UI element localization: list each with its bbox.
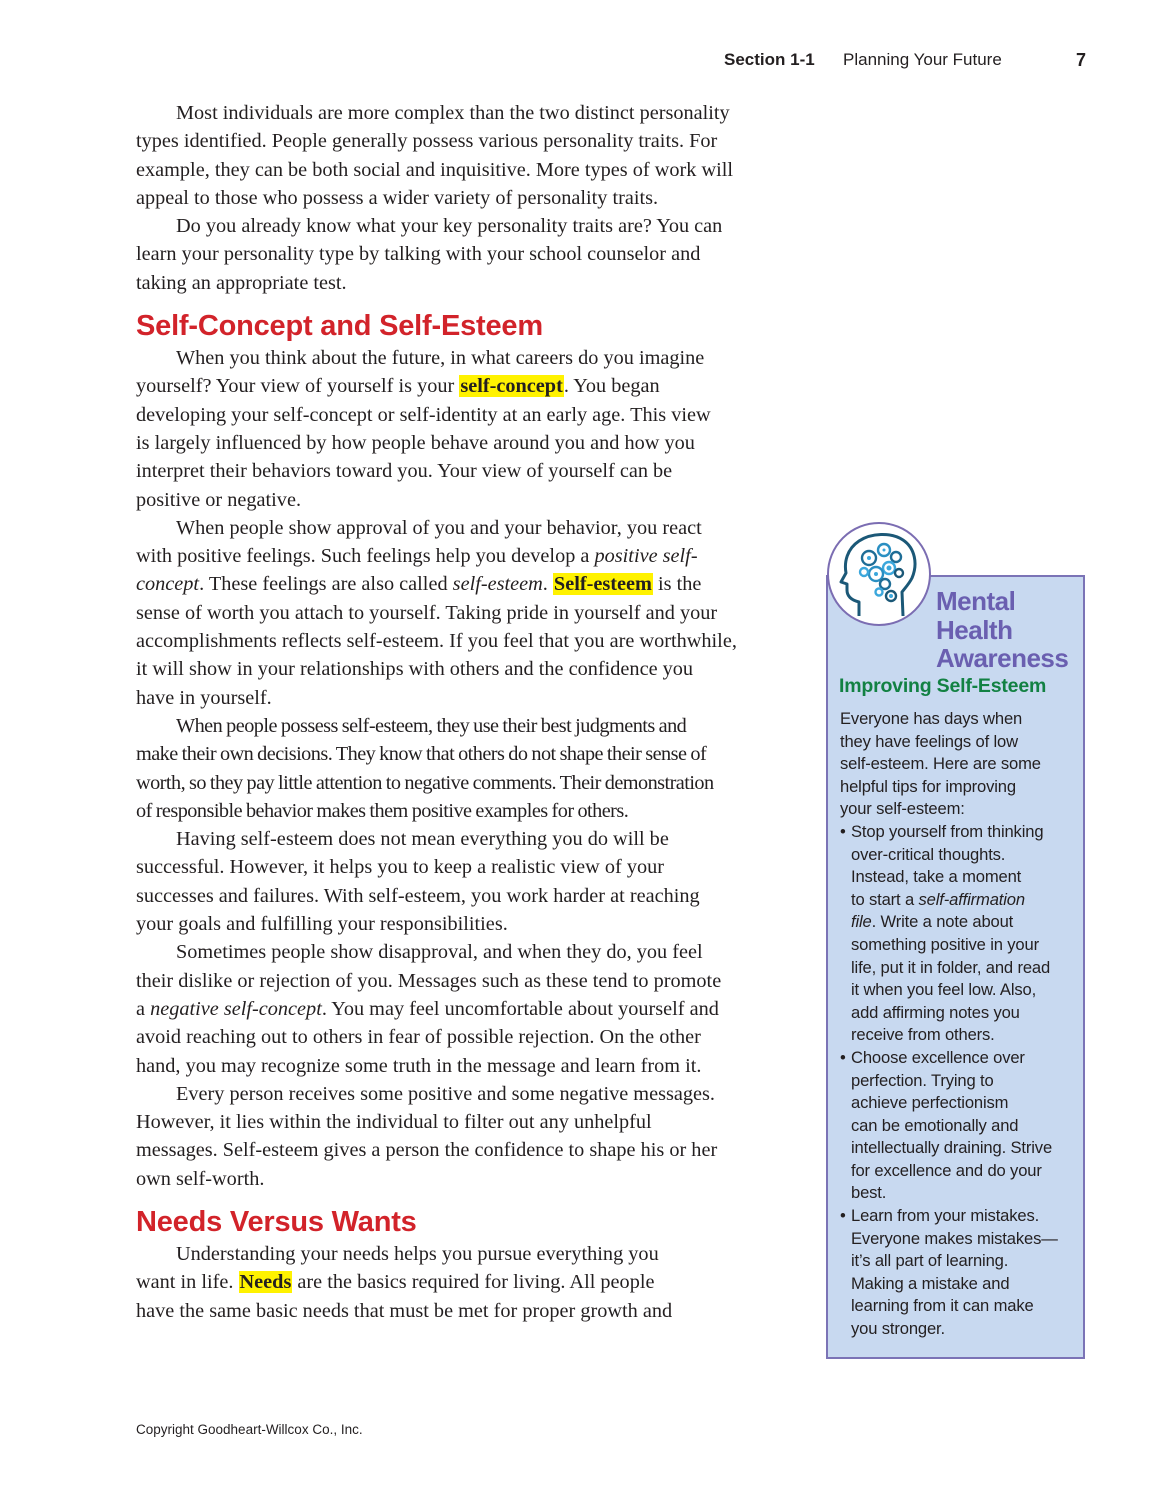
self-concept-paragraph-5: Sometimes people show disapproval, and when they do, you feel their dislike or rejection of you. Messages such as these tend to promote a negative self-concept. You may feel uncomfortable about yourself and avoid reaching out to others in fear of possible rejection. On the other hand, you may recognize some truth in the message and learn from it. (136, 941, 722, 1077)
mental-health-sidebar (826, 575, 1085, 1359)
sidebar-body: Everyone has days when they have feelings of low self-esteem. Here are some helpful tips for improving your self-esteem: • Stop yourself from thinking over-critical thoughts. Instead, take a moment to start a self-affirmation file. Write a note about something positive in your life, put it in folder, and read it when you feel low. Also, add affirming notes you receive from others. • Choose excellence over perfection. Trying to achieve perfectionism can be emotionally and intellectually draining. Strive for excellence and do your best. • Learn from your mistakes. Everyone makes mistakes— it’s all part of learning. Making a mistake and learning from it can make you stronger. (840, 708, 1085, 1341)
sidebar-subtitle: Improving Self-Esteem (839, 675, 1047, 697)
sidebar-title: Mental Health Awareness (936, 586, 1069, 673)
needs-paragraph-1: Understanding your needs helps you pursue everything you want in life. Needs are the basics required for living. All people have the same basic needs that must be met for proper growth and (136, 1242, 673, 1322)
bullet-icon: • (840, 1206, 846, 1226)
heading-self-concept: Self-Concept and Self-Esteem (136, 310, 543, 343)
tip-bullet-2: • Choose excellence over perfection. Trying to achieve perfectionism can be emotionally and intellectually draining. Strive for excellence and do your best. (840, 1047, 1053, 1203)
key-term-self-esteem: Self-esteem (553, 573, 652, 596)
bullet-icon: • (840, 821, 846, 841)
self-concept-paragraph-6: Every person receives some positive and some negative messages. However, it lies within the individual to filter out any unhelpful messages. Self-esteem gives a person the confidence to shape his or her own self-worth. (136, 1082, 718, 1190)
self-concept-paragraph-4: Having self-esteem does not mean everything you do will be successful. However, it helps you to keep a realistic view of your successes and failures. With self-esteem, you work harder at reaching your goals and fulfilling your responsibilities. (136, 828, 700, 936)
key-term-needs: Needs (239, 1271, 292, 1294)
bullet-icon: • (840, 1047, 846, 1067)
tip-bullet-1: • Stop yourself from thinking over-critical thoughts. Instead, take a moment to start a self-affirmation file. Write a note about something positive in your life, put it in folder, and read it when you feel low. Also, add affirming notes you receive from others. (840, 821, 1051, 1045)
self-concept-paragraph-2: When people show approval of you and your behavior, you react with positive feelings. Such feelings help you develop a positive self- concept. These feelings are also called self-esteem. Self-esteem is the sense of worth you attach to yourself. Taking pride in yourself and your accomplishments reflects self-esteem. If you feel that you are worthwhile, it will show in your relationships with others and the confidence you have in yourself. (136, 516, 737, 709)
self-concept-paragraph-1: When you think about the future, in what careers do you imagine yourself? Your view of yourself is your self-concept. You began developing your self-concept or self-identity at an early age. This view is largely influenced by how people behave around you and how you interpret their behaviors toward you. Your view of yourself can be positive or negative. (136, 347, 711, 511)
self-concept-paragraph-3: When people possess self-esteem, they use their best judgments and make their own decisions. They know that others do not shape their sense of worth, so they pay little attention to negative comments. Their demonstration of responsible behavior makes them positive examples for others. (136, 714, 714, 822)
intro-paragraph-1: Most individuals are more complex than the two distinct personality types identified. People generally possess various personality traits. For example, they can be both social and inquisitive. More types of work will appeal to those who possess a wider variety of personality traits. (136, 102, 734, 209)
copyright-footer: Copyright Goodheart-Willcox Co., Inc. (136, 1422, 363, 1437)
head-gears-icon (827, 522, 931, 626)
tip-bullet-3: • Learn from your mistakes. Everyone makes mistakes— it’s all part of learning. Making a mistake and learning from it can make you stronger. (840, 1206, 1058, 1339)
intro-paragraph-2: Do you already know what your key personality traits are? You can learn your personality type by talking with your school counselor and taking an appropriate test. (136, 215, 723, 294)
section-label: Section 1-1 (724, 50, 815, 69)
heading-needs-vs-wants: Needs Versus Wants (136, 1205, 417, 1238)
key-term-self-concept: self-concept (460, 375, 563, 398)
main-text-column (136, 99, 808, 1325)
running-header (0, 50, 1155, 74)
page-number: 7 (1076, 50, 1087, 70)
chapter-title: Planning Your Future (843, 50, 1002, 69)
head-gears-svg (829, 524, 929, 624)
